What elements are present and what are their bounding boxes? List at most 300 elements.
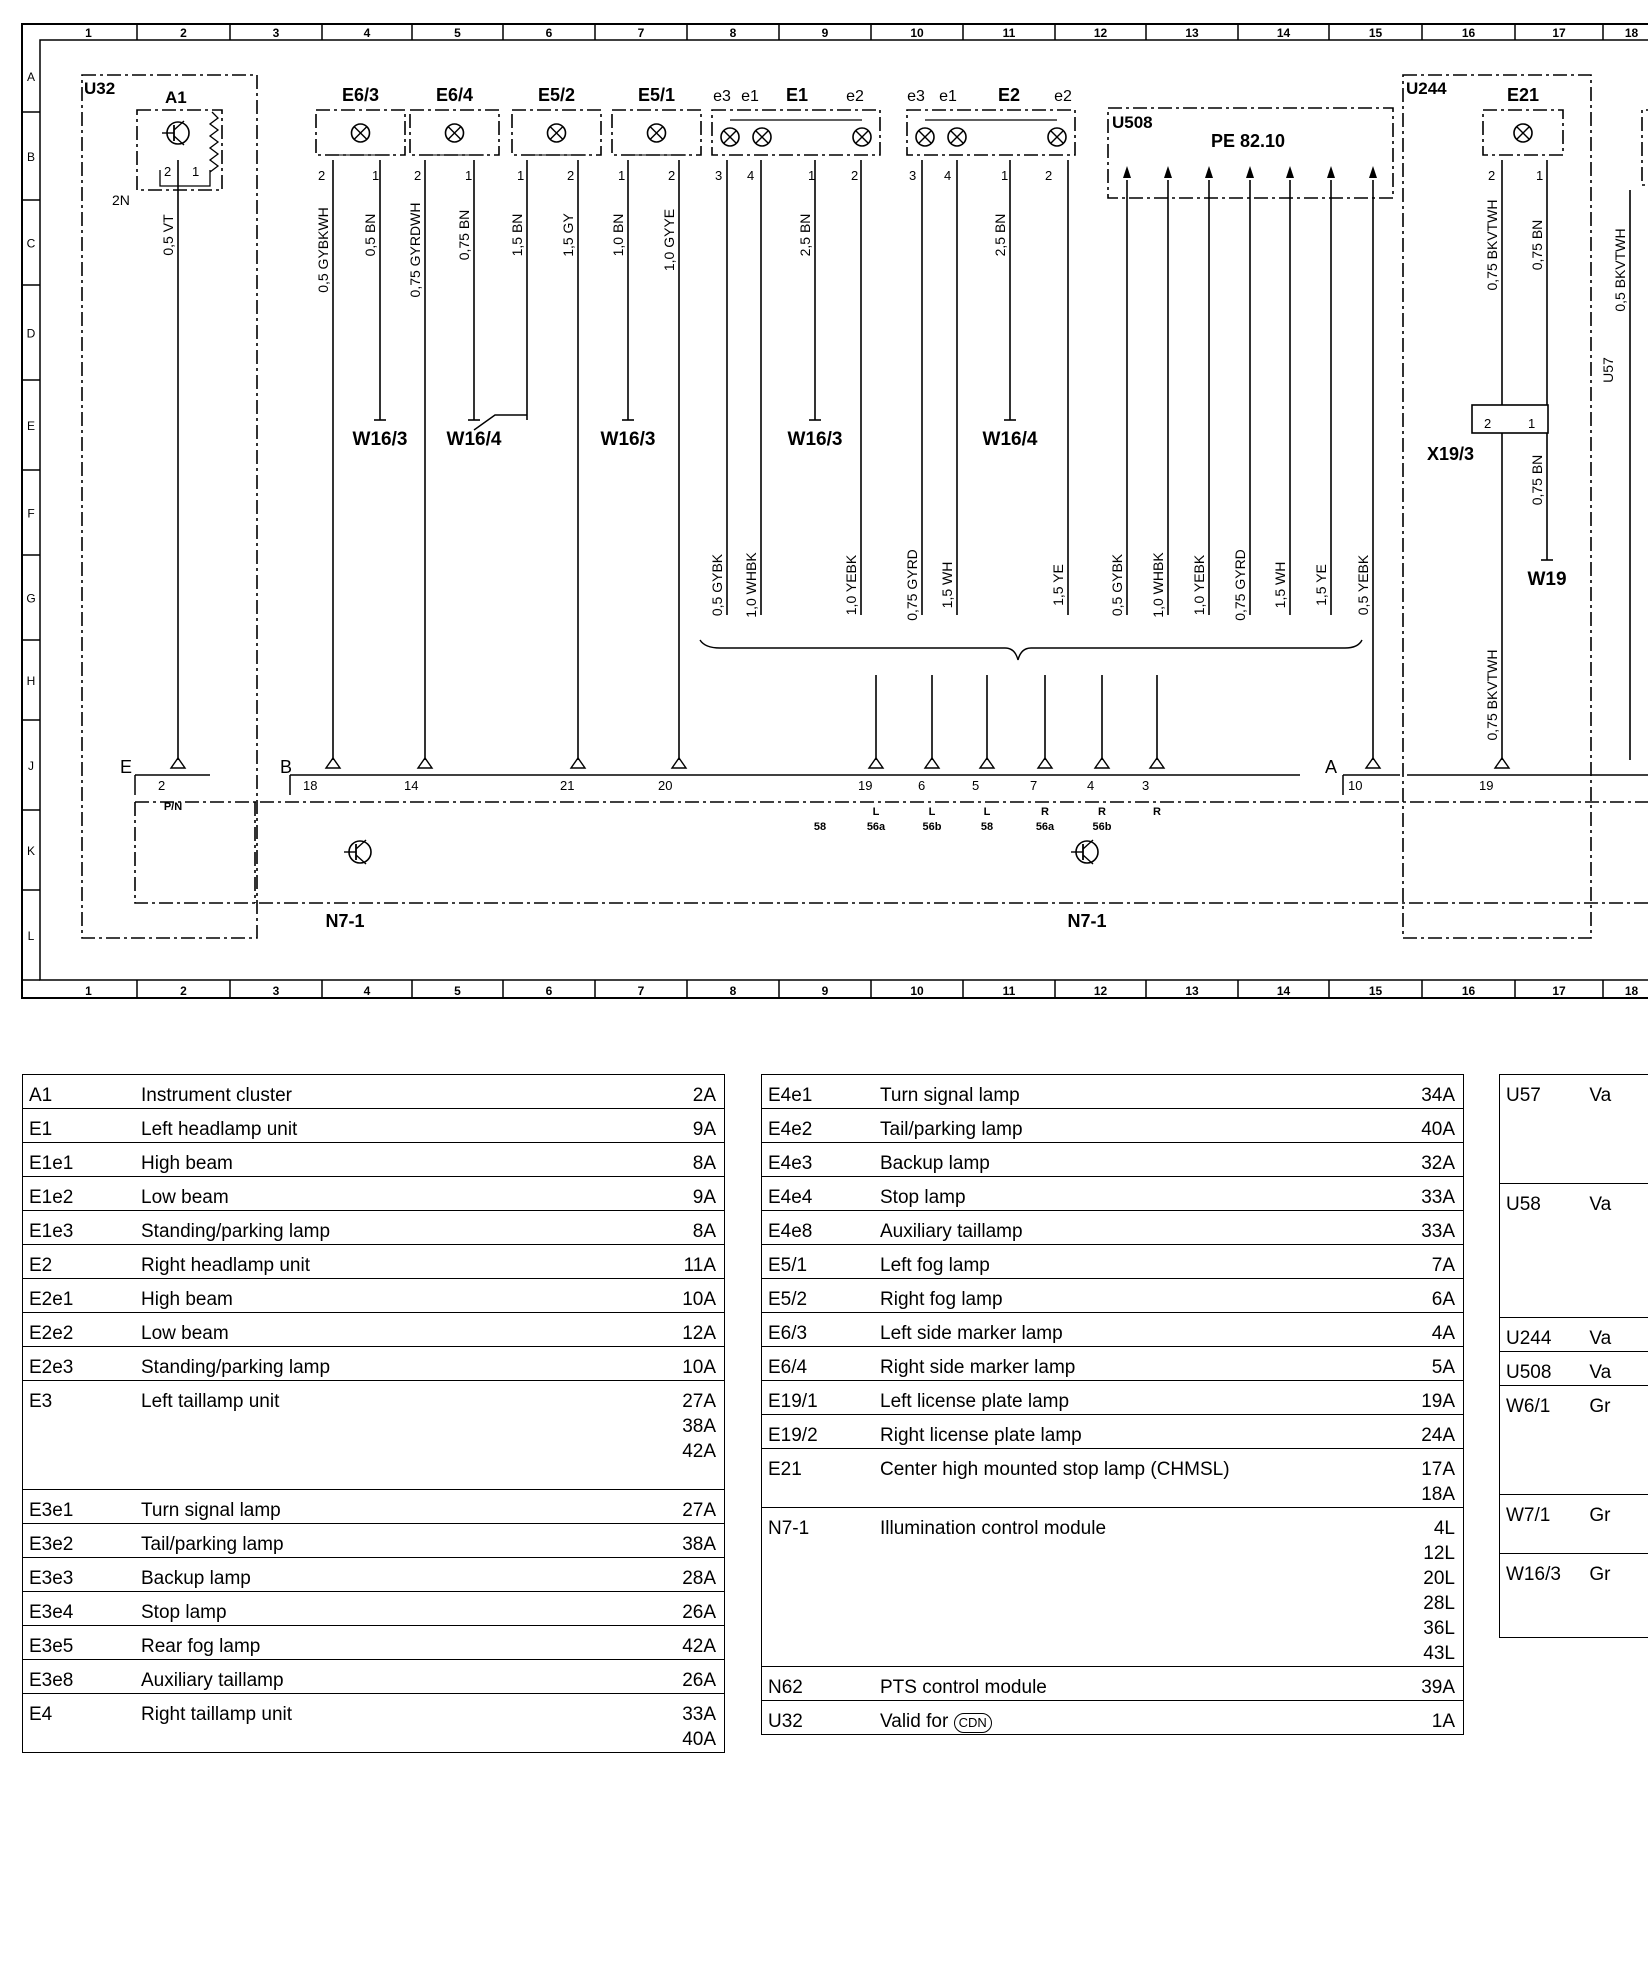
grid-row-label: J [28, 759, 34, 773]
ground-w16-4-b: W16/4 [982, 429, 1038, 450]
pin-number: 4 [944, 168, 952, 183]
subpart-label: e1 [741, 88, 759, 105]
legend-code: U57 [1500, 1075, 1583, 1184]
legend-description-text: Valid for [880, 1711, 949, 1732]
n7-sub-label: 56a [866, 821, 886, 833]
legend-row [762, 1508, 1463, 1667]
legend-description-text: Left license plate lamp [880, 1391, 1070, 1412]
legend-location [1389, 1449, 1463, 1508]
legend-location-value [1623, 1360, 1648, 1385]
legend-description-text: Auxiliary taillamp [141, 1670, 284, 1691]
legend-location-value: 10A [682, 1289, 716, 1310]
cdn-badge: CDN [954, 1713, 992, 1733]
legend-location-value: 42A [682, 1441, 716, 1462]
legend-description [874, 1449, 1389, 1508]
legend-description [1583, 1184, 1617, 1318]
wire-label-u508-4: 1,5 WH [1272, 561, 1288, 609]
legend-description [135, 1143, 650, 1177]
legend-code: N62 [762, 1667, 874, 1701]
legend-location [650, 1347, 724, 1381]
legend-location-value: 38A [682, 1416, 716, 1437]
legend-location-value [1623, 1394, 1648, 1419]
legend-row [762, 1381, 1463, 1415]
legend-description [874, 1701, 1389, 1735]
legend-code: E2 [23, 1245, 135, 1279]
legend-description [135, 1558, 650, 1592]
legend-description-text: Left headlamp unit [141, 1119, 298, 1140]
wire-label-x19-b: 0,75 BN [1529, 454, 1545, 506]
pin-number: 1 [465, 168, 473, 183]
legend-description-text: Turn signal lamp [141, 1500, 281, 1521]
ground-w16-4-a: W16/4 [446, 429, 502, 450]
legend-description [135, 1626, 650, 1660]
legend-description-text: Va [1589, 1085, 1612, 1106]
legend-description [874, 1109, 1389, 1143]
grid-col-label-bottom: 2 [180, 984, 187, 998]
n7-sub-label: 56b [922, 821, 942, 833]
pin-number: 2 [164, 164, 172, 179]
legend-location-value: 1A [1431, 1711, 1455, 1732]
wire-label-e21-b: 0,75 BN [1529, 219, 1545, 271]
legend-description-text: Stop lamp [141, 1602, 227, 1623]
wire-label-u508-3: 0,75 GYRD [1232, 549, 1248, 621]
legend-description-text: Illumination control module [880, 1518, 1107, 1539]
n7-pin-number: 3 [1142, 778, 1150, 793]
n7-outline [135, 802, 1648, 903]
legend-location-value: 11A [683, 1255, 716, 1276]
legend-description [874, 1313, 1389, 1347]
legend-location-value: 9A [692, 1119, 716, 1140]
legend-description [874, 1245, 1389, 1279]
legend-description [135, 1381, 650, 1490]
legend-description [135, 1490, 650, 1524]
legend-location [1389, 1701, 1463, 1735]
n7-sub-label: 58 [813, 821, 827, 833]
ground-w16-3-a: W16/3 [352, 429, 408, 450]
legend-code: E5/1 [762, 1245, 874, 1279]
wire-label-u508-5: 1,5 YE [1313, 564, 1329, 606]
legend-description [874, 1415, 1389, 1449]
legend-code: E3e5 [23, 1626, 135, 1660]
signal-arrow [1369, 166, 1377, 178]
wire-label-e21-a: 0,75 BKVTWH [1484, 199, 1500, 291]
legend-description-text: Gr [1589, 1564, 1611, 1585]
grid-col-label-top: 1 [85, 26, 92, 40]
legend-location-value: 39A [1421, 1677, 1455, 1698]
legend-code: E3e2 [23, 1524, 135, 1558]
grid-col-label-bottom: 11 [1002, 984, 1016, 998]
legend-location-value [1623, 1292, 1648, 1317]
legend-location [1617, 1495, 1648, 1554]
legend-location-value: 38A [682, 1534, 716, 1555]
wire-label-e64-b: 0,75 BN [456, 209, 472, 261]
n7-pin-number: 7 [1030, 778, 1038, 793]
legend-location-value [1623, 1444, 1648, 1469]
grid-col-label-bottom: 3 [272, 984, 280, 998]
legend-description-text: Va [1589, 1194, 1612, 1215]
legend-row [23, 1177, 724, 1211]
legend-description [135, 1694, 650, 1753]
grid-col-label-top: 13 [1185, 26, 1199, 40]
legend-description [135, 1109, 650, 1143]
grid-col-label-top: 3 [272, 26, 280, 40]
legend-location-value: 40A [682, 1729, 716, 1750]
n7-sub-label: 56b [1092, 821, 1112, 833]
legend-description [135, 1313, 650, 1347]
legend-code: W16/3 [1506, 1564, 1561, 1585]
n7-sub-label: R [1098, 806, 1106, 818]
grid-col-label-bottom: 16 [1461, 984, 1476, 998]
legend-location [650, 1245, 724, 1279]
pin-number: 1 [192, 164, 200, 179]
legend-location-value [1623, 1083, 1648, 1108]
legend-code: U58 [1500, 1184, 1583, 1318]
legend-description [1583, 1495, 1617, 1554]
pin-number: 2 [1488, 168, 1496, 183]
wire-label-bundle-4: 1,5 WH [939, 561, 955, 609]
component-label-e6-4: E6/4 [435, 85, 474, 105]
legend-location-value [1623, 1419, 1648, 1444]
legend-location-value: 4A [1431, 1323, 1455, 1344]
legend-code: E3 [23, 1381, 135, 1490]
grid-col-label-top: 10 [910, 26, 924, 40]
legend-description [135, 1177, 650, 1211]
component-label-e2: E2 [997, 85, 1021, 105]
legend-description-text: Right side marker lamp [880, 1357, 1076, 1378]
grid-row-labels [22, 70, 40, 980]
diagram-labels [84, 79, 1628, 931]
connector-label-e: E [120, 757, 133, 777]
legend-code: E19/2 [762, 1415, 874, 1449]
n7-sub-label: R [1041, 806, 1049, 818]
legend-description-text: Right taillamp unit [141, 1704, 293, 1725]
n7-pin-number: 6 [918, 778, 926, 793]
legend-location-value: 12A [682, 1323, 716, 1344]
n7-sub-label: 58 [980, 821, 994, 833]
legend-code: N7-1 [762, 1508, 874, 1667]
ground-w19: W19 [1527, 569, 1567, 590]
legend-row [762, 1075, 1463, 1109]
n7-pin-number: 4 [1087, 778, 1095, 793]
legend-location [1617, 1352, 1648, 1386]
legend-location [1389, 1109, 1463, 1143]
legend-description [135, 1347, 650, 1381]
legend-location [1389, 1667, 1463, 1701]
legend-location-value: 7A [1431, 1255, 1455, 1276]
legend-location [650, 1490, 724, 1524]
legend-location-value [1623, 1326, 1648, 1351]
legend-location [1389, 1508, 1463, 1667]
signal-arrow [1286, 166, 1294, 178]
legend-code: E2e3 [23, 1347, 135, 1381]
pin-number: 1 [372, 168, 380, 183]
legend-code: E3e4 [23, 1592, 135, 1626]
legend-location-value: 36L [1423, 1618, 1455, 1639]
grid-row-label: L [27, 929, 35, 943]
pin-number: 1 [1536, 168, 1544, 183]
component-label-e6-3: E6/3 [341, 85, 380, 105]
outer-border [22, 24, 1648, 998]
legend-location [650, 1211, 724, 1245]
legend-code: A1 [23, 1075, 135, 1109]
legend-location-value: 32A [1421, 1153, 1455, 1174]
legend-row [23, 1558, 724, 1592]
legend-row [762, 1415, 1463, 1449]
legend-row [23, 1313, 724, 1347]
grid-row-label: E [26, 419, 36, 433]
legend-location-value [1623, 1587, 1648, 1612]
grid-col-label-bottom: 13 [1185, 984, 1199, 998]
signal-arrow [1327, 166, 1335, 178]
wire-label-u508-1: 1,0 WHBK [1150, 552, 1166, 618]
signal-arrow [1123, 166, 1131, 178]
legend-code: E4e2 [762, 1109, 874, 1143]
resistor-a1-icon [210, 112, 218, 172]
grid-row-label: F [27, 506, 35, 521]
component-label-e21: E21 [1506, 85, 1540, 105]
legend-location-value [1623, 1133, 1648, 1158]
legend-description [1583, 1386, 1617, 1495]
legend-location-value [1623, 1469, 1648, 1494]
grid-row-label: G [26, 591, 36, 606]
legend-row [23, 1245, 724, 1279]
grid-col-label-top: 6 [545, 26, 553, 40]
legend-location [1389, 1415, 1463, 1449]
legend-description [1583, 1554, 1617, 1638]
legend-location [650, 1075, 724, 1109]
n7-pin-number: 10 [1348, 778, 1363, 793]
legend-code: E19/1 [762, 1381, 874, 1415]
n7-pin-number: 19 [858, 778, 873, 793]
legend-location-value: 33A [1421, 1221, 1455, 1242]
legend-row [762, 1701, 1463, 1735]
legend-row [1500, 1075, 1648, 1184]
legend-description-text: Right fog lamp [880, 1289, 1003, 1310]
legend-code: E4e3 [762, 1143, 874, 1177]
grid-row-label: C [26, 236, 36, 251]
legend-location-value [1623, 1528, 1648, 1553]
group-right-box [1642, 110, 1648, 185]
pin-number: 3 [909, 168, 917, 183]
grid-col-label-bottom: 6 [545, 984, 553, 998]
wire-label-e64-a: 0,75 GYRDWH [407, 202, 423, 298]
wire-label-e51-a: 1,0 BN [610, 213, 626, 257]
legend-description-text: PTS control module [880, 1677, 1047, 1698]
subpart-label: e2 [1054, 88, 1072, 105]
legend-row [23, 1279, 724, 1313]
pin-number: 2 [414, 168, 422, 183]
legend-description-text: Standing/parking lamp [141, 1221, 331, 1242]
legend-location-value [1623, 1562, 1648, 1587]
legend-location-value: 33A [1421, 1187, 1455, 1208]
grid-col-label-top: 8 [729, 26, 737, 40]
legend-location [650, 1109, 724, 1143]
legend-row [23, 1626, 724, 1660]
legend-location-value: 43L [1423, 1643, 1455, 1664]
legend-description [1583, 1352, 1617, 1386]
legend-description-text: High beam [141, 1289, 233, 1310]
legend-description-text: Va [1589, 1328, 1612, 1349]
pin-number: 1 [517, 168, 525, 183]
grid-col-label-top: 12 [1093, 26, 1108, 40]
legend-description-text: Tail/parking lamp [141, 1534, 284, 1555]
legend-location-value: 9A [692, 1187, 716, 1208]
legend-description-text: Tail/parking lamp [880, 1119, 1023, 1140]
legend-row [23, 1694, 724, 1753]
wire-label-bundle-5: 1,5 YE [1050, 564, 1066, 606]
wire-label-e52-a: 1,5 BN [509, 213, 525, 257]
legend-code: E1 [23, 1109, 135, 1143]
wire-label-bundle-1: 1,0 WHBK [743, 552, 759, 618]
legend-location [1389, 1347, 1463, 1381]
legend-description [135, 1524, 650, 1558]
legend-description-text: Gr [1589, 1505, 1611, 1526]
subpart-label: e3 [713, 88, 731, 105]
legend-code: E3e3 [23, 1558, 135, 1592]
legend-location [650, 1592, 724, 1626]
legend-description-text: Backup lamp [880, 1153, 990, 1174]
legend-location-value [656, 1464, 716, 1489]
legend-description-text: Va [1589, 1362, 1612, 1383]
wire-label-e63-a: 0,5 GYBKWH [315, 207, 331, 293]
legend-table-3 [1499, 1074, 1648, 1638]
legend-row [23, 1660, 724, 1694]
pin-number: 1 [808, 168, 816, 183]
legend-location [1389, 1143, 1463, 1177]
legend-description [874, 1508, 1389, 1667]
legend-location [1389, 1381, 1463, 1415]
legend-location-value [1623, 1242, 1648, 1267]
legend-description-text: Low beam [141, 1323, 229, 1344]
legend-location [650, 1694, 724, 1753]
legend-row [23, 1381, 724, 1490]
grid-col-label-bottom: 18 [1624, 984, 1639, 998]
legend-location [1389, 1177, 1463, 1211]
connector-label-a: A [1325, 757, 1338, 777]
legend-table-2 [761, 1074, 1464, 1735]
grid-row-label: K [26, 844, 36, 858]
legend-description [135, 1592, 650, 1626]
ground-w16-3-c: W16/3 [787, 429, 843, 450]
wire-label-right-b: U57 [1600, 357, 1616, 383]
legend-code: E3e8 [23, 1660, 135, 1694]
legend-location-value [1623, 1267, 1648, 1292]
grid-col-label-top: 7 [637, 26, 645, 40]
n7-pin-number: 19 [1479, 778, 1494, 793]
wire-e52-join [474, 415, 527, 430]
legend-code: E2e1 [23, 1279, 135, 1313]
legend-description-text: Instrument cluster [141, 1085, 292, 1106]
legend-location-value [1623, 1192, 1648, 1217]
pin-number: 2 [1484, 416, 1492, 431]
component-label-x19-3: X19/3 [1427, 444, 1475, 464]
grid-row-label: B [26, 150, 36, 164]
grid-col-label-top: 18 [1624, 26, 1639, 40]
wire-label-e52-b: 1,5 GY [560, 213, 576, 257]
legend-code: U244 [1500, 1318, 1583, 1352]
grid-row-label: D [26, 326, 36, 341]
pin-number: 2 [318, 168, 326, 183]
legend-location-value: 12L [1423, 1543, 1455, 1564]
legend-code: U508 [1500, 1352, 1583, 1386]
wire-label-e51-b: 1,0 GYYE [661, 208, 677, 272]
legend-description-text: Left side marker lamp [880, 1323, 1063, 1344]
component-label-e1: E1 [785, 85, 809, 105]
legend-code: W6/1 [1500, 1386, 1583, 1495]
grid-col-label-top: 5 [454, 26, 461, 40]
grid-col-label-bottom: 5 [454, 984, 461, 998]
grid-col-label-bottom: 4 [363, 984, 371, 998]
legend-row [762, 1245, 1463, 1279]
legend-description-text: Left taillamp unit [141, 1391, 280, 1412]
component-label-e5-2: E5/2 [537, 85, 576, 105]
legend-description [135, 1075, 650, 1109]
pin-number: 2 [851, 168, 859, 183]
wire-label-u508-0: 0,5 GYBK [1109, 553, 1125, 617]
pin-number: 3 [715, 168, 723, 183]
wire-label-bundle-0: 0,5 GYBK [709, 553, 725, 617]
legend-description-text: Right headlamp unit [141, 1255, 310, 1276]
legend-code: E4e1 [762, 1075, 874, 1109]
legend-description-text: High beam [141, 1153, 233, 1174]
legend-description [874, 1381, 1389, 1415]
pin-number: 2 [668, 168, 676, 183]
legend-location [650, 1660, 724, 1694]
legend-location-value: 18A [1421, 1484, 1455, 1505]
grid-col-label-bottom: 8 [729, 984, 737, 998]
legend-row [1500, 1495, 1648, 1554]
legend-code: E4e8 [762, 1211, 874, 1245]
n7-pin-number: 2 [158, 778, 166, 793]
legend-row [23, 1109, 724, 1143]
legend-description-text: Gr [1589, 1396, 1611, 1417]
grid-col-label-bottom: 12 [1093, 984, 1108, 998]
legend-row [762, 1177, 1463, 1211]
component-label-n7-1-right: N7-1 [1067, 911, 1107, 931]
grid-col-label-bottom: 10 [910, 984, 924, 998]
legend-location-value: 20L [1423, 1568, 1455, 1589]
grid-row-label: A [26, 70, 36, 84]
legend-code: U32 [768, 1711, 803, 1732]
n7-pin-number: 5 [972, 778, 980, 793]
grid-col-label-top: 15 [1368, 26, 1383, 40]
grid-col-label-top: 11 [1002, 26, 1016, 40]
grid-col-label-bottom: 14 [1276, 984, 1291, 998]
wire-label-x19-a: 0,75 BKVTWH [1484, 649, 1500, 741]
n7-pin-number: 20 [658, 778, 673, 793]
wire-label-e63-b: 0,5 BN [362, 213, 378, 257]
grid-col-label-bottom: 9 [821, 984, 829, 998]
legend-description-text: Right license plate lamp [880, 1425, 1082, 1446]
label-2n: 2N [112, 192, 130, 208]
legend-code: E5/2 [762, 1279, 874, 1313]
legend-location [1389, 1279, 1463, 1313]
legend-location-value: 33A [682, 1704, 716, 1725]
ground-w16-3-b: W16/3 [600, 429, 656, 450]
pin-number: 1 [1001, 168, 1009, 183]
legend-description-text: Stop lamp [880, 1187, 966, 1208]
connector-label-b: B [280, 757, 293, 777]
legend-row [1500, 1352, 1648, 1386]
legend-row [23, 1143, 724, 1177]
legend-location [650, 1279, 724, 1313]
legend-location-value: 24A [1421, 1425, 1455, 1446]
pin-number: 1 [618, 168, 626, 183]
n7-pin-number: 14 [404, 778, 419, 793]
legend-row [23, 1211, 724, 1245]
legend-description [135, 1279, 650, 1313]
legend-location-value: 28A [682, 1568, 716, 1589]
